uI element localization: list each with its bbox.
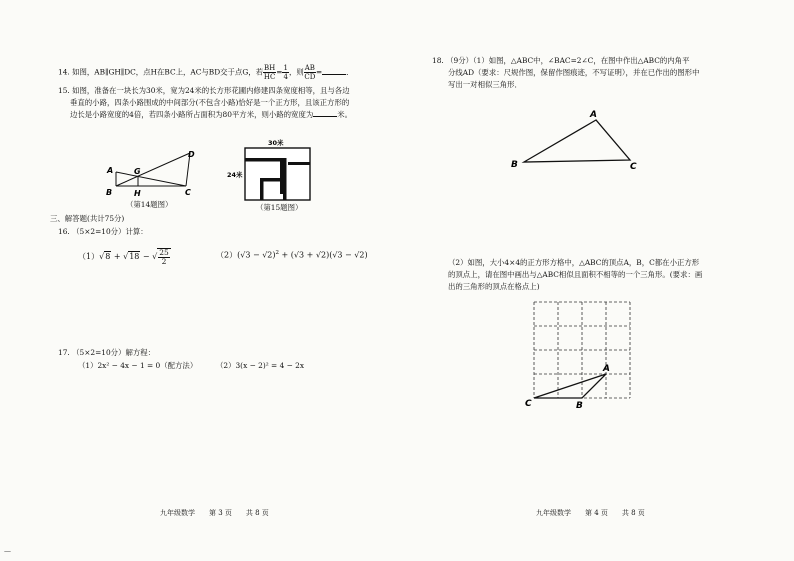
grid-pt-b: B (576, 401, 583, 411)
frac-ab-cd: $\frac{AB}{CD}$ (304, 64, 316, 81)
q15-line3: 边长是小路宽度的4倍，若四条小路所占面积为80平方米，则小路的宽度为 米。 (70, 110, 353, 119)
section-3-heading: 三、解答题(共计75分) (50, 214, 125, 223)
grid-pt-c: C (525, 399, 532, 409)
q18-part2-line3: 出的三角形的顶点在格点上) (448, 282, 540, 291)
q18-part2-line2: 的顶点上，请在图中画出与△ABC相似且面积不相等的一个三角形。(要求：画 (448, 270, 703, 279)
q16-part2: $(2)(√3 - √2)^2 + (√3 + √2)(√3 - √2)$ (216, 250, 368, 260)
q16-part1: （1）√8 + √18 − √ $\frac{25}{2}$ (78, 248, 169, 266)
frac-1-4: $\frac{1}{4}$ (283, 64, 288, 81)
scan-mark: — (4, 547, 11, 555)
q17-part1: （1）2x² − 4x − 1 = 0（配方法） (78, 361, 198, 370)
pt-g: G (134, 167, 141, 176)
fig15-caption: （第15题图） (256, 203, 303, 212)
tri-pt-c: C (630, 162, 637, 172)
dim-24m: 24米 (227, 171, 243, 179)
left-footer: 九年级数学 第 3 页 共 8 页 (160, 509, 269, 517)
right-footer: 九年级数学 第 4 页 共 8 页 (536, 509, 645, 517)
fig14-caption: （第14题图） (126, 200, 173, 209)
q14-text: 14. 如图，AB∥GH∥DC，点H在BC上，AC与BD交于点G，若 $\frac{BH}{HC}$ = $\frac{1}{4}$ ，则 $\frac{AB}{CD}$ = ． (58, 64, 354, 81)
pt-c: C (185, 188, 191, 197)
pt-b: B (106, 188, 113, 197)
grid-pt-a: A (603, 364, 610, 374)
tri-pt-a: A (590, 110, 597, 120)
q15-line2: 垂直的小路，四条小路围成的中间部分(不包含小路)恰好是一个正方形，且该正方形的 (70, 98, 350, 107)
q15-line1: 15. 如图，准备在一块长为30米，宽为24米的长方形花圃内修建四条宽度相等，且与各边 (58, 86, 350, 95)
pt-d: D (188, 150, 195, 159)
pt-a: A (107, 166, 114, 175)
q18-part2-line1: （2）如图，大小4×4的正方形方格中，△ABC的顶点A，B，C都在小正方形 (448, 258, 700, 267)
grid-triangle-abc (534, 374, 606, 398)
q17-header: 17. （5×2=10分）解方程： (58, 348, 156, 357)
q18-line2: 分线AD（要求：尺规作图，保留作图痕迹，不写证明），并在已作出的图形中 (448, 68, 700, 77)
pt-h: H (134, 189, 141, 198)
frac-bh-hc: $\frac{BH}{HC}$ (263, 64, 276, 81)
q16-header: 16. （5×2=10分）计算： (58, 227, 148, 236)
q18-line3: 写出一对相似三角形． (448, 80, 522, 89)
tri-pt-b: B (511, 160, 518, 170)
dim-30m: 30米 (268, 139, 284, 147)
q18-line1: 18. （9分）（1）如图，△ABC中，∠BAC=2∠C，在图中作出△ABC的内角平 (432, 56, 690, 65)
q17-part2: （2）3(x − 2)² = 4 − 2x (216, 361, 305, 370)
